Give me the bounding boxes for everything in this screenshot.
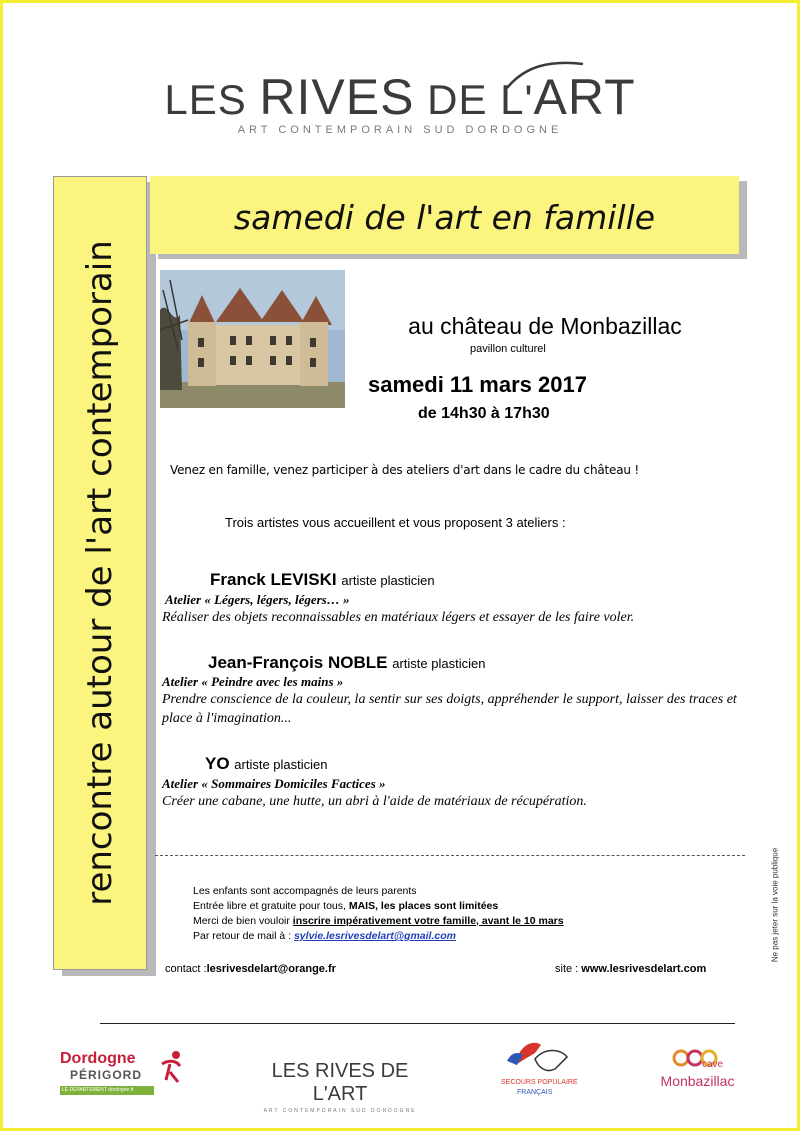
note-text: Par retour de mail à :: [193, 930, 294, 942]
secours-logo-text: SECOURS POPULAIRE: [501, 1079, 578, 1086]
artist-role: artiste plasticien: [341, 573, 435, 588]
event-venue-detail: pavillon culturel: [470, 343, 546, 355]
page-title: samedi de l'art en famille: [233, 198, 656, 237]
departement-logo-text: LE DÉPARTEMENT dordogne.fr: [60, 1086, 154, 1095]
contact-email[interactable]: lesrivesdelart@orange.fr: [206, 963, 336, 975]
cave-logo-text: cave: [702, 1059, 724, 1070]
secours-populaire-logo: [495, 1035, 578, 1105]
note-text: Merci de bien vouloir: [193, 915, 293, 927]
note-line: Les enfants sont accompagnés de leurs parents: [193, 885, 417, 897]
monbazillac-logo-text: Monbazillac: [660, 1073, 735, 1089]
event-venue: au château de Monbazillac: [408, 313, 682, 339]
note-line: [193, 899, 564, 914]
atelier-description: Créer une cabane, une hutte, un abri à l'aide de matériaux de récupération.: [162, 794, 587, 809]
note-emphasis: inscrire impérativement votre famille, avant le 10 mars: [292, 915, 564, 927]
note-line: [193, 914, 564, 929]
francais-logo-text: FRANÇAIS: [517, 1089, 553, 1096]
intro-text: Venez en famille, venez participer à des ateliers d'art dans le cadre du château !: [170, 463, 639, 477]
artist-name-text: Jean-François NOBLE: [208, 653, 388, 672]
site-line: [555, 963, 706, 975]
artist-name-text: Franck LEVISKI: [210, 570, 337, 589]
note-emphasis: MAIS, les places sont limitées: [348, 900, 499, 912]
logo-mid: DE L': [414, 76, 534, 123]
atelier-description: Réaliser des objets reconnaissables en matériaux légers et essayer de les faire voler.: [162, 610, 635, 625]
header-logo-subtitle: ART CONTEMPORAIN SUD DORDOGNE: [237, 124, 563, 136]
artist-role: artiste plasticien: [234, 757, 328, 772]
artist-name: [210, 570, 435, 590]
practical-notes: [193, 884, 564, 944]
footer-rule: [100, 1023, 735, 1024]
dordogne-logo-text: Dordogne: [60, 1050, 136, 1067]
artists-intro: Trois artistes vous accueillent et vous proposent 3 ateliers :: [225, 515, 566, 530]
logo-end-word: ART: [533, 69, 636, 125]
les-rives-footer-logo: [245, 1060, 435, 1114]
logo-swirl-icon: [505, 58, 585, 94]
artist-role: artiste plasticien: [392, 656, 486, 671]
atelier-description: Prendre conscience de la couleur, la sentir sur ses doigts, appréhender le support, laisser des traces et place à l'imagination...: [162, 692, 737, 726]
event-hours: de 14h30 à 17h30: [418, 405, 550, 422]
artist-name-text: YO: [205, 754, 230, 773]
artist-name: [205, 754, 328, 774]
runner-icon: [158, 1050, 184, 1086]
atelier-title: Atelier « Sommaires Domiciles Factices »: [162, 776, 386, 791]
side-banner-wrap: [53, 176, 147, 970]
event-date: samedi 11 mars 2017: [368, 372, 587, 397]
note-line: [193, 929, 564, 944]
artist-name: [208, 653, 485, 673]
rives-logo-title: LES RIVES DE L'ART: [271, 1060, 409, 1105]
dordogne-perigord-logo: [58, 1050, 188, 1100]
site-link[interactable]: www.lesrivesdelart.com: [581, 963, 707, 975]
contact-label: contact :: [165, 963, 207, 975]
cave-monbazillac-logo: [650, 1045, 745, 1095]
logo-main-word: RIVES: [259, 69, 415, 125]
rives-logo-subtitle: ART CONTEMPORAIN SUD DORDOGNE: [263, 1108, 417, 1114]
side-banner-text: rencontre autour de l'art contemporain: [80, 240, 120, 906]
chateau-photo: [160, 270, 345, 408]
hand-dove-icon: [495, 1035, 575, 1079]
dashed-divider: [155, 855, 745, 856]
perigord-logo-text: PÉRIGORD: [70, 1068, 143, 1082]
note-text: Entrée libre et gratuite pour tous,: [193, 900, 349, 912]
contact-line: [165, 963, 336, 975]
atelier-title: Atelier « Peindre avec les mains »: [162, 674, 344, 689]
vertical-note-text: Ne pas jeter sur la voie publique: [770, 847, 780, 963]
atelier-title: Atelier « Légers, légers, légers… »: [165, 592, 350, 607]
logo-prefix: LES: [164, 76, 260, 123]
email-link[interactable]: sylvie.lesrivesdelart@gmail.com: [293, 930, 456, 942]
site-label: site :: [555, 963, 582, 975]
